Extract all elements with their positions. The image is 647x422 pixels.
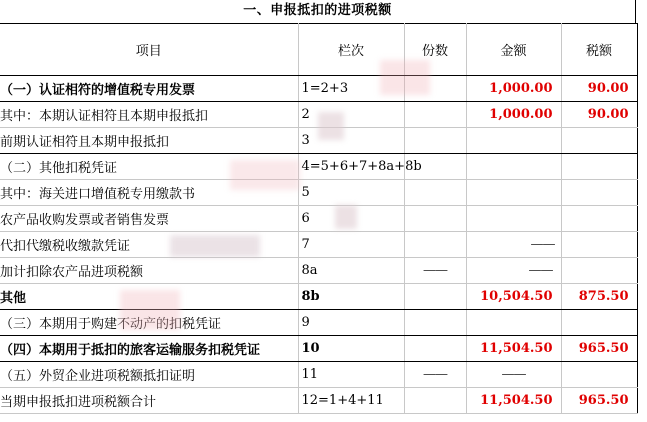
row-item-label[interactable]: 当期申报抵扣进项税额合计	[0, 388, 298, 414]
row-count-cell[interactable]	[404, 206, 466, 232]
row-tax-cell[interactable]	[561, 232, 637, 258]
row-tax-cell[interactable]: 965.50	[561, 388, 637, 414]
row-tax-cell[interactable]	[561, 258, 637, 284]
row-amount-cell[interactable]	[466, 128, 561, 154]
row-item-label[interactable]: 代扣代缴税收缴款凭证	[0, 232, 298, 258]
row-col-no[interactable]: 12=1+4+11	[298, 388, 404, 414]
row-count-cell[interactable]: ——	[404, 258, 466, 284]
header-item: 项目	[0, 24, 298, 76]
header-tax: 税额	[561, 24, 637, 76]
row-col-no[interactable]: 4=5+6+7+8a+8b	[298, 154, 404, 180]
row-col-no[interactable]: 10	[298, 336, 404, 362]
table-row	[0, 154, 637, 180]
row-col-no[interactable]: 7	[298, 232, 404, 258]
row-count-cell[interactable]	[404, 76, 466, 102]
row-count-cell[interactable]	[404, 310, 466, 336]
row-count-cell[interactable]	[404, 336, 466, 362]
row-count-cell[interactable]	[404, 284, 466, 310]
row-item-label[interactable]: （二）其他扣税凭证	[0, 154, 298, 180]
row-amount-cell[interactable]: ——	[466, 232, 561, 258]
row-amount-cell[interactable]: 11,504.50	[466, 336, 561, 362]
row-amount-cell[interactable]: ——	[466, 258, 561, 284]
row-col-no[interactable]: 8a	[298, 258, 404, 284]
row-item-label[interactable]: 其中：海关进口增值税专用缴款书	[0, 180, 298, 206]
row-count-cell[interactable]	[404, 128, 466, 154]
row-item-label[interactable]: （五）外贸企业进项税额抵扣证明	[0, 362, 298, 388]
header-row	[0, 24, 637, 76]
row-amount-cell[interactable]: 1,000.00	[466, 102, 561, 128]
row-col-no[interactable]: 9	[298, 310, 404, 336]
row-amount-cell[interactable]: 10,504.50	[466, 284, 561, 310]
table-row	[0, 388, 637, 414]
row-item-label[interactable]: 其中：本期认证相符且本期申报抵扣	[0, 102, 298, 128]
table-row	[0, 232, 637, 258]
header-count: 份数	[404, 24, 466, 76]
table-row	[0, 206, 637, 232]
row-amount-cell[interactable]	[466, 180, 561, 206]
table-row	[0, 284, 637, 310]
row-item-label[interactable]: 农产品收购发票或者销售发票	[0, 206, 298, 232]
header-col: 栏次	[298, 24, 404, 76]
input-tax-table	[0, 23, 638, 414]
row-tax-cell[interactable]	[561, 154, 637, 180]
row-item-label[interactable]: 加计扣除农产品进项税额	[0, 258, 298, 284]
row-item-label[interactable]: 其他	[0, 284, 298, 310]
table-row	[0, 102, 637, 128]
row-tax-cell[interactable]	[561, 310, 637, 336]
row-tax-cell[interactable]: 965.50	[561, 336, 637, 362]
row-col-no[interactable]: 3	[298, 128, 404, 154]
row-item-label[interactable]: 前期认证相符且本期申报抵扣	[0, 128, 298, 154]
row-col-no[interactable]: 5	[298, 180, 404, 206]
table-row	[0, 76, 637, 102]
row-count-cell[interactable]	[404, 180, 466, 206]
row-item-label[interactable]: （三）本期用于购建不动产的扣税凭证	[0, 310, 298, 336]
row-tax-cell[interactable]	[561, 362, 637, 388]
row-col-no[interactable]: 11	[298, 362, 404, 388]
section-title: 一、申报抵扣的进项税额	[0, 0, 636, 23]
row-amount-cell[interactable]: 11,504.50	[466, 388, 561, 414]
row-tax-cell[interactable]: 90.00	[561, 76, 637, 102]
row-item-label[interactable]: （四）本期用于抵扣的旅客运输服务扣税凭证	[0, 336, 298, 362]
row-col-no[interactable]: 8b	[298, 284, 404, 310]
row-amount-cell[interactable]	[466, 154, 561, 180]
table-row	[0, 310, 637, 336]
table-row	[0, 128, 637, 154]
row-tax-cell[interactable]	[561, 180, 637, 206]
table-row	[0, 180, 637, 206]
row-count-cell[interactable]	[404, 232, 466, 258]
row-amount-cell[interactable]: ——	[466, 362, 561, 388]
row-amount-cell[interactable]: 1,000.00	[466, 76, 561, 102]
table-row	[0, 336, 637, 362]
row-tax-cell[interactable]	[561, 128, 637, 154]
row-col-no[interactable]: 6	[298, 206, 404, 232]
row-amount-cell[interactable]	[466, 310, 561, 336]
row-tax-cell[interactable]	[561, 206, 637, 232]
header-amount: 金额	[466, 24, 561, 76]
table-row	[0, 362, 637, 388]
row-count-cell[interactable]	[404, 388, 466, 414]
row-count-cell[interactable]	[404, 102, 466, 128]
table-row	[0, 258, 637, 284]
row-col-no[interactable]: 1=2+3	[298, 76, 404, 102]
row-tax-cell[interactable]: 90.00	[561, 102, 637, 128]
row-tax-cell[interactable]: 875.50	[561, 284, 637, 310]
row-item-label[interactable]: （一）认证相符的增值税专用发票	[0, 76, 298, 102]
row-count-cell[interactable]: ——	[404, 362, 466, 388]
row-amount-cell[interactable]	[466, 206, 561, 232]
row-col-no[interactable]: 2	[298, 102, 404, 128]
